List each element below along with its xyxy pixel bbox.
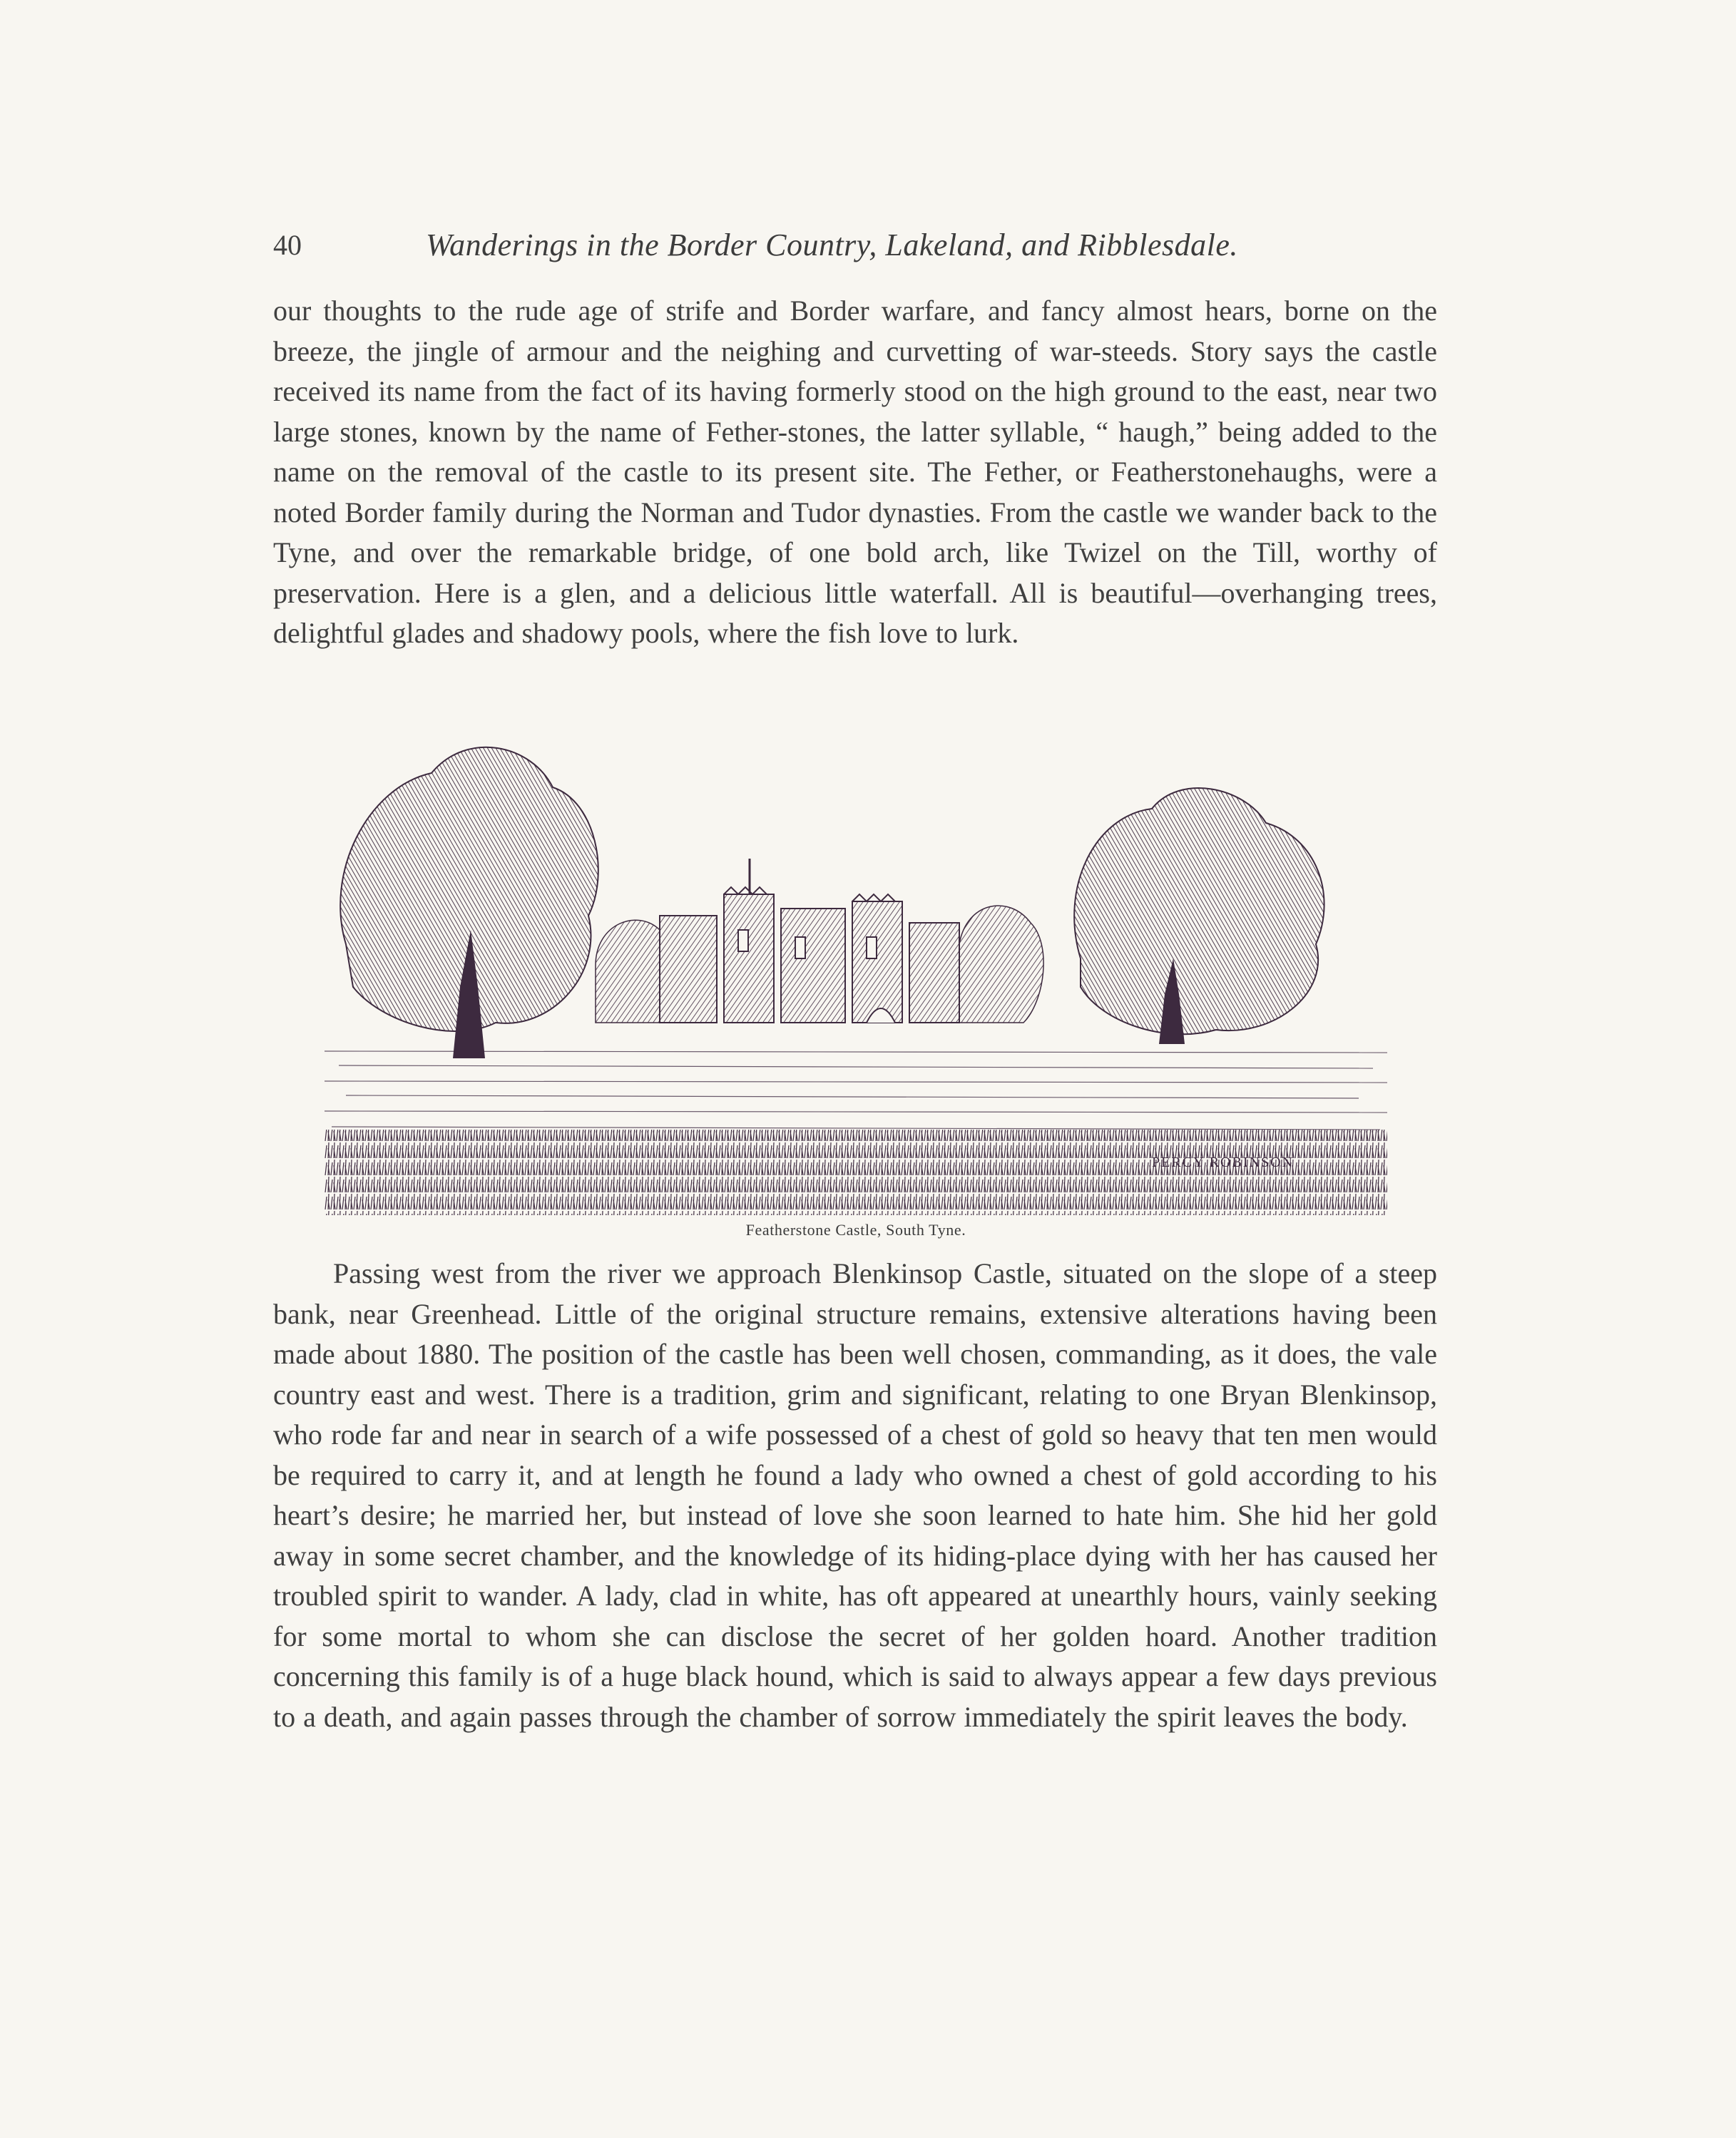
- body-paragraph-2: Passing west from the river we approach Blenkinsop Castle, situated on the slope of a steep bank, near Greenhead. Little of the original structure remains, extensive alterations having been made about 1880. The position of the castle has been well chosen, commanding, as it does, the vale country east and west. There is a tradition, grim and significant, relating to one Bryan Blenkinsop, who rode far and near in search of a wife possessed of a chest of gold so heavy that ten men would be required to carry it, and at length he found a lady who owned a chest of gold according to his heart’s desire; he married her, but instead of love she soon learned to hate him. She hid her gold away in some secret chamber, and the knowledge of its hiding-place dying with her has caused her troubled spirit to wander. A lady, clad in white, has oft appeared at unearthly hours, vainly seeking for some mortal to whom she can disclose the secret of her golden hoard. Another tradition concerning this family is of a huge black hound, which is said to always appear a few days previous to a death, and again passes through the chamber of sorrow immediately the spirit leaves the body.: [273, 1257, 1437, 1733]
- artist-signature: PERCY ROBINSON: [1152, 1155, 1294, 1170]
- body-paragraph-1: our thoughts to the rude age of strife and Border warfare, and fancy almost hears, borne on the breeze, the jingle of armour and the neighing and curvetting of war-steeds. Story says the castle received its name from the fact of its having formerly stood on the high ground to the east, near two large stones, known by the name of Fether-stones, the latter syllable, “ haugh,” being added to the name on the removal of the castle to its present site. The Fether, or Featherstonehaughs, were a noted Border family during the Norman and Tudor dynasties. From the castle we wander back to the Tyne, and over the remarkable bridge, of one bold arch, like Twizel on the Till, worthy of preservation. Here is a glen, and a delicious little waterfall. All is beautiful—overhanging trees, delightful glades and shadowy pools, where the fish love to lurk.: [273, 295, 1437, 649]
- meadow-lines: [325, 1051, 1387, 1130]
- page-number: 40: [273, 229, 302, 261]
- foreground-grass: [325, 1130, 1387, 1215]
- left-oak-tree: [340, 747, 598, 1058]
- page-header: [273, 224, 1295, 267]
- right-oak-tree: [1074, 788, 1324, 1044]
- castle-engraving: [325, 730, 1387, 1215]
- figure-caption: Featherstone Castle, South Tyne.: [745, 1221, 966, 1239]
- running-title: Wanderings in the Border Country, Lakeland, and Ribblesdale.: [426, 227, 1238, 262]
- castle-building: [660, 859, 959, 1023]
- illustration-featherstone-castle: [325, 730, 1387, 1215]
